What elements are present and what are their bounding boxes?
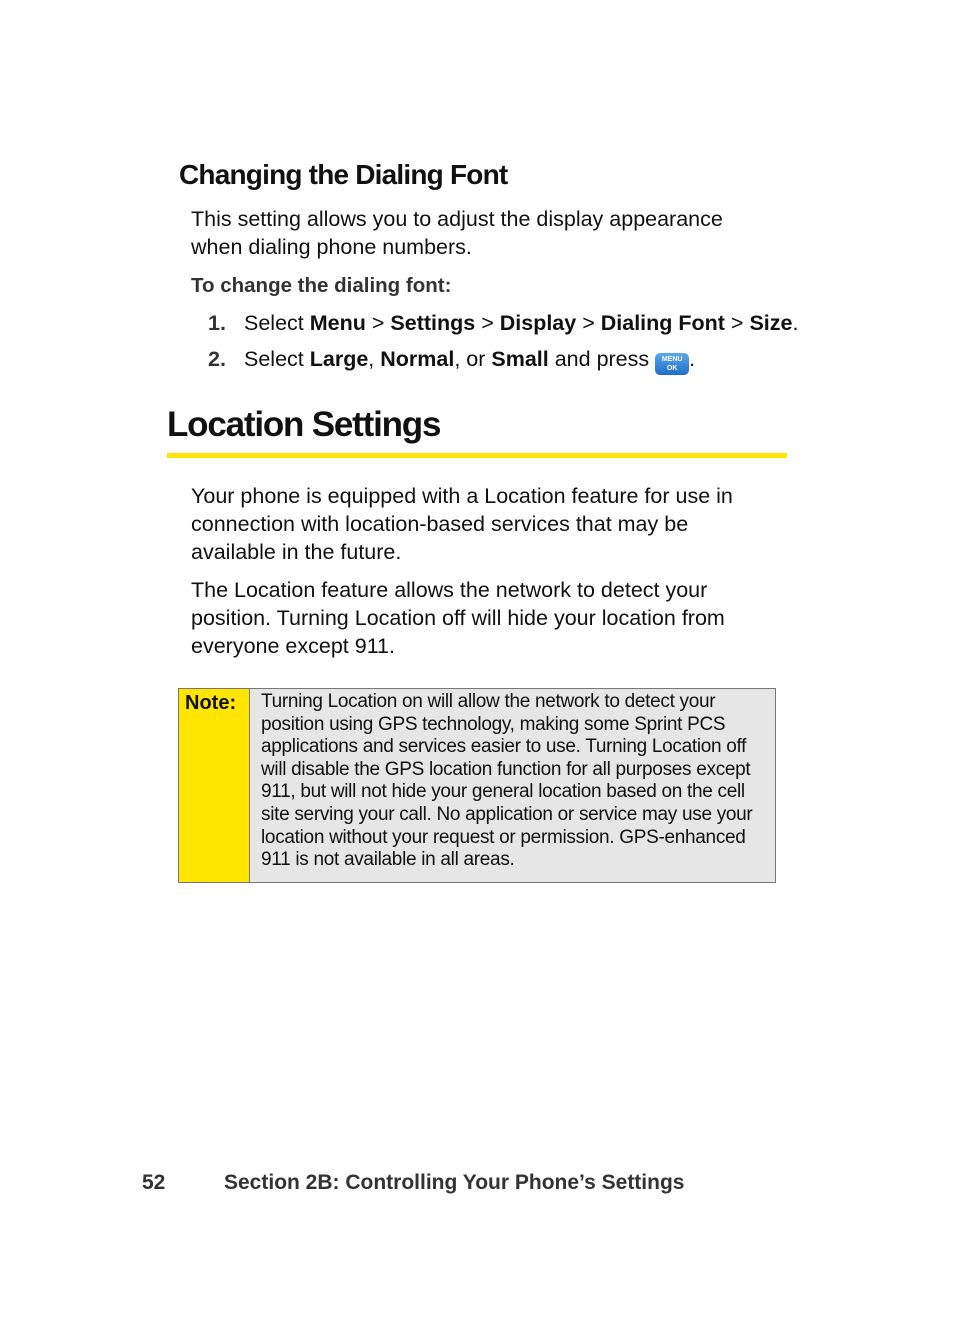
location-paragraph-1 bbox=[191, 482, 733, 566]
section-heading-dialing-font: Changing the Dialing Font bbox=[179, 159, 508, 190]
text-line: location without your request or permission. GPS-enhanced bbox=[261, 826, 746, 848]
separator: > bbox=[724, 311, 750, 335]
text-line: site serving your call. No application or service may use your bbox=[261, 803, 753, 825]
key-label-bottom: OK bbox=[666, 365, 678, 372]
footer-section-title: Section 2B: Controlling Your Phone’s Settings bbox=[224, 1171, 685, 1194]
text: and press bbox=[548, 347, 656, 371]
period: . bbox=[689, 347, 696, 371]
step-1 bbox=[208, 311, 798, 336]
text-line: Your phone is equipped with a Location feature for use in bbox=[191, 484, 733, 508]
text-line: everyone except 911. bbox=[191, 634, 395, 658]
step-2 bbox=[208, 347, 695, 375]
text-line: will disable the GPS location function for all purposes except bbox=[261, 758, 751, 780]
procedure-subheading: To change the dialing font: bbox=[191, 274, 452, 297]
text-line: available in the future. bbox=[191, 540, 402, 564]
text: Select bbox=[244, 347, 310, 371]
option-large: Large bbox=[309, 347, 369, 371]
menu-path-display: Display bbox=[499, 311, 577, 335]
key-label-top: MENU bbox=[661, 356, 683, 363]
option-normal: Normal bbox=[380, 347, 455, 371]
text-line: Turning Location on will allow the network to detect your bbox=[261, 691, 716, 712]
text-line: 911, but will not hide your general location based on the cell bbox=[261, 781, 745, 803]
note-label: Note: bbox=[179, 689, 250, 882]
text: , or bbox=[454, 347, 492, 371]
menu-path-size: Size bbox=[749, 311, 793, 335]
page-number: 52 bbox=[142, 1171, 166, 1194]
separator: > bbox=[475, 311, 500, 335]
dialing-font-intro bbox=[191, 205, 723, 261]
step-number: 1. bbox=[208, 311, 226, 335]
menu-ok-key-icon bbox=[655, 353, 689, 375]
separator: > bbox=[576, 311, 601, 335]
step-number: 2. bbox=[208, 347, 226, 371]
section-heading-location-settings: Location Settings bbox=[167, 405, 441, 444]
menu-path-settings: Settings bbox=[390, 311, 476, 335]
text: , bbox=[368, 347, 381, 371]
note-text bbox=[250, 689, 752, 882]
text-line: position using GPS technology, making some Sprint PCS bbox=[261, 713, 726, 735]
text-line: when dialing phone numbers. bbox=[191, 235, 472, 259]
heading-underline-divider bbox=[167, 453, 787, 458]
separator: > bbox=[365, 311, 391, 335]
location-paragraph-2 bbox=[191, 576, 725, 660]
note-box bbox=[178, 688, 776, 883]
text-line: 911 is not available in all areas. bbox=[261, 849, 515, 871]
period: . bbox=[792, 311, 799, 335]
option-small: Small bbox=[491, 347, 549, 371]
text-line: connection with location-based services that may be bbox=[191, 512, 689, 536]
text-line: The Location feature allows the network to detect your bbox=[191, 578, 708, 602]
menu-path-menu: Menu bbox=[309, 311, 366, 335]
text-line: position. Turning Location off will hide your location from bbox=[191, 606, 725, 630]
text: Select bbox=[244, 311, 310, 335]
text-line: This setting allows you to adjust the display appearance bbox=[191, 207, 723, 231]
menu-path-dialing-font: Dialing Font bbox=[600, 311, 725, 335]
text-line: applications and services easier to use. Turning Location off bbox=[261, 736, 747, 758]
